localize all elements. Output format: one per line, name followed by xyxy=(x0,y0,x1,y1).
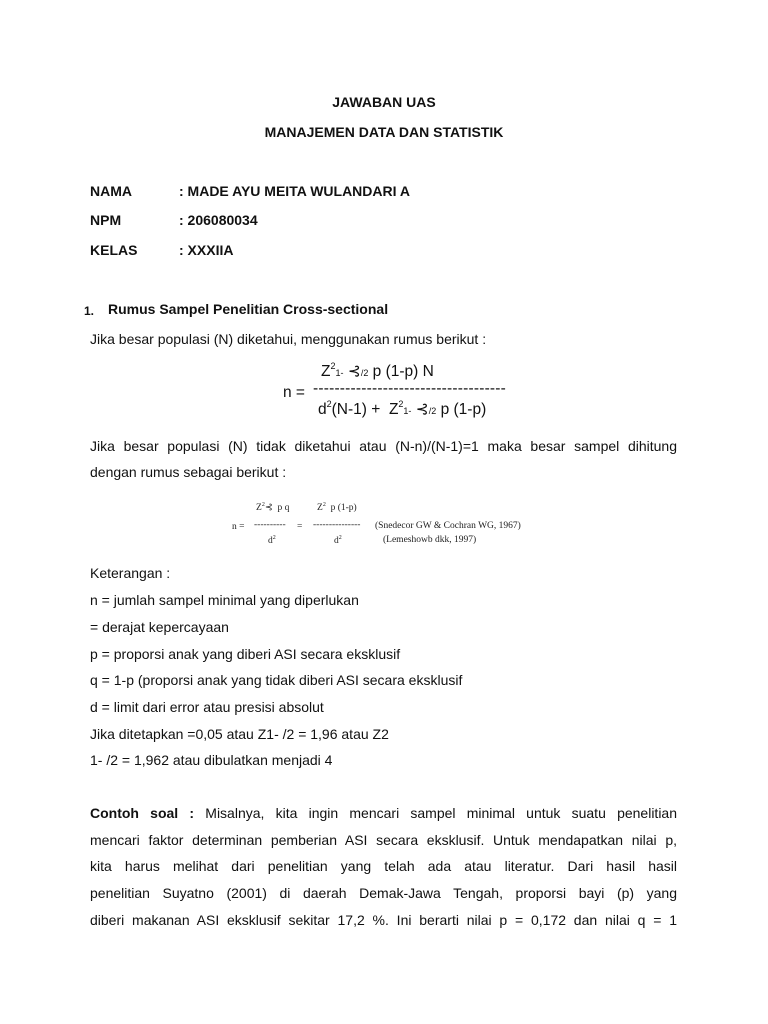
formula2-fraction-line1: ---------- xyxy=(254,520,286,530)
formula1-denominator: $d^2(N-1) + Z^21-$ ⊰/2 p (1-p) xyxy=(318,399,487,418)
keterangan-item: = derajat kepercayaan xyxy=(90,619,229,635)
formula2-den1: $d^2$ xyxy=(268,535,276,546)
info-value-kelas: : XXXIIA xyxy=(179,242,234,258)
paragraph-unknown-population-line1: Jika besar populasi (N) tidak diketahui atau (N-n)/(N-1)=1 maka besar sampel dihitung xyxy=(90,438,677,454)
document-title: JAWABAN UAS xyxy=(332,94,436,110)
formula2-equals: = xyxy=(297,522,303,532)
contoh-line1: Contoh soal : Misalnya, kita ingin mencari sampel minimal untuk suatu penelitian xyxy=(90,805,678,821)
keterangan-item: Jika ditetapkan =0,05 atau Z1- /2 = 1,96 atau Z2 xyxy=(90,726,389,742)
formula2-num1: $Z^2⊰$ p q xyxy=(256,502,290,513)
formula2-lhs: n = xyxy=(232,522,245,532)
keterangan-heading: Keterangan : xyxy=(90,565,171,581)
paragraph-unknown-population-line2: dengan rumus sebagai berikut : xyxy=(90,464,287,480)
formula1-numerator: $Z^21-$ ⊰/2 p (1-p) N xyxy=(321,361,434,380)
keterangan-item: p = proporsi anak yang diberi ASI secara eksklusif xyxy=(90,646,401,662)
keterangan-item: q = 1-p (proporsi anak yang tidak diberi ASI secara eksklusif xyxy=(90,672,463,688)
contoh-line5: diberi makanan ASI eksklusif sekitar 17,2 %. Ini berarti nilai p = 0,172 dan nilai q = 1 xyxy=(90,912,677,928)
info-value-npm: : 206080034 xyxy=(179,212,258,228)
formula2-den2: $d^2$ xyxy=(334,535,342,546)
section-intro: Jika besar populasi (N) diketahui, menggunakan rumus berikut : xyxy=(90,331,487,347)
info-value-nama: : MADE AYU MEITA WULANDARI A xyxy=(179,183,410,199)
formula1-lhs: n = xyxy=(283,384,305,401)
info-label-kelas: KELAS xyxy=(90,242,138,258)
contoh-line4: penelitian Suyatno (2001) di daerah Demak-Jawa Tengah, proporsi bayi (p) yang xyxy=(90,885,677,901)
contoh-line3: kita harus melihat dari penelitian yang telah ada atau literatur. Dari hasil hasil xyxy=(90,858,677,874)
keterangan-item: d = limit dari error atau presisi absolut xyxy=(90,699,324,715)
section-number: 1. xyxy=(84,304,95,318)
formula2-citation-lemeshow: (Lemeshowb dkk, 1997) xyxy=(383,535,477,545)
keterangan-item: n = jumlah sampel minimal yang diperlukan xyxy=(90,592,359,608)
formula2-citation-snedecor: (Snedecor GW & Cochran WG, 1967) xyxy=(375,521,521,531)
section-title: Rumus Sampel Penelitian Cross-sectional xyxy=(108,301,389,317)
keterangan-item: 1- /2 = 1,962 atau dibulatkan menjadi 4 xyxy=(90,752,333,768)
document-subtitle: MANAJEMEN DATA DAN STATISTIK xyxy=(264,124,504,140)
info-label-npm: NPM xyxy=(90,212,122,228)
contoh-label: Contoh soal : xyxy=(90,805,195,821)
info-label-nama: NAMA xyxy=(90,183,132,199)
formula2-fraction-line2: --------------- xyxy=(313,520,361,530)
formula1-fraction-line: ------------------------------------ xyxy=(313,380,507,397)
contoh-line2: mencari faktor determinan pemberian ASI secara eksklusif. Untuk mendapatkan nilai p, xyxy=(90,832,677,848)
formula2-num2: $Z^2$ p (1-p) xyxy=(317,502,357,513)
